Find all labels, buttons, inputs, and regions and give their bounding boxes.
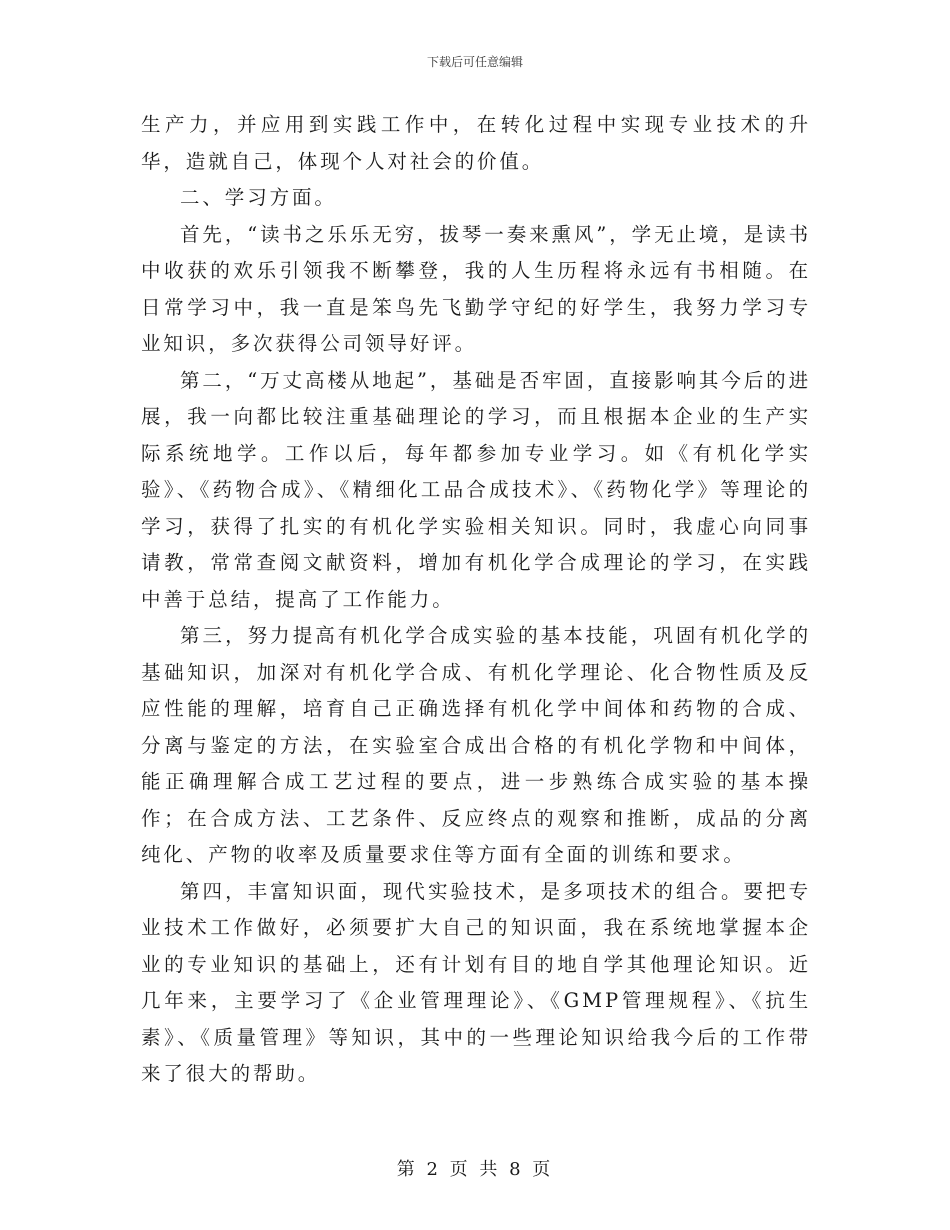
document-body xyxy=(141,107,811,1093)
paragraph-4: 第二，“万丈高楼从地起”，基础是否牢固，直接影响其今后的进展，我一向都比较注重基础理论的学习，而且根据本企业的生产实际系统地学。工作以后，每年都参加专业学习。如《有机化学实验》、《药物合成》、《精细化工品合成技术》、《药物化学》等理论的学习，获得了扎实的有机化学实验相关知识。同时，我虚心向同事请教，常常查阅文献资料，增加有机化学合成理论的学习，在实践中善于总结，提高了工作能力。 xyxy=(141,368,811,611)
page-header: 下载后可任意编辑 xyxy=(426,55,523,69)
paragraph-5: 第三，努力提高有机化学合成实验的基本技能，巩固有机化学的基础知识，加深对有机化学合成、有机化学理论、化合物性质及反应性能的理解，培育自己正确选择有机化学中间体和药物的合成、分离与鉴定的方法，在实验室合成出合格的有机化学物和中间体，能正确理解合成工艺过程的要点，进一步熟练合成实验的基本操作；在合成方法、工艺条件、反应终点的观察和推断，成品的分离纯化、产物的收率及质量要求住等方面有全面的训练和要求。 xyxy=(141,624,811,866)
page-number: 第 2 页 共 8 页 xyxy=(396,1159,554,1180)
paragraph-6: 第四，丰富知识面，现代实验技术，是多项技术的组合。要把专业技术工作做好，必须要扩大自己的知识面，我在系统地掌握本企业的专业知识的基础上，还有计划有目的地自学其他理论知识。近几年来，主要学习了《企业管理理论》、《GMP管理规程》、《抗生素》、《质量管理》等知识，其中的一些理论知识给我今后的工作带来了很大的帮助。 xyxy=(141,879,811,1085)
paragraph-1: 生产力，并应用到实践工作中，在转化过程中实现专业技术的升华，造就自己，体现个人对社会的价值。 xyxy=(141,113,811,173)
paragraph-2: 二、学习方面。 xyxy=(180,186,337,209)
paragraph-3: 首先，“读书之乐乐无穷，拔琴一奏来熏风”，学无止境，是读书中收获的欢乐引领我不断攀登，我的人生历程将永远有书相随。在日常学习中，我一直是笨鸟先飞勤学守纪的好学生，我努力学习专业知识，多次获得公司领导好评。 xyxy=(141,222,811,355)
